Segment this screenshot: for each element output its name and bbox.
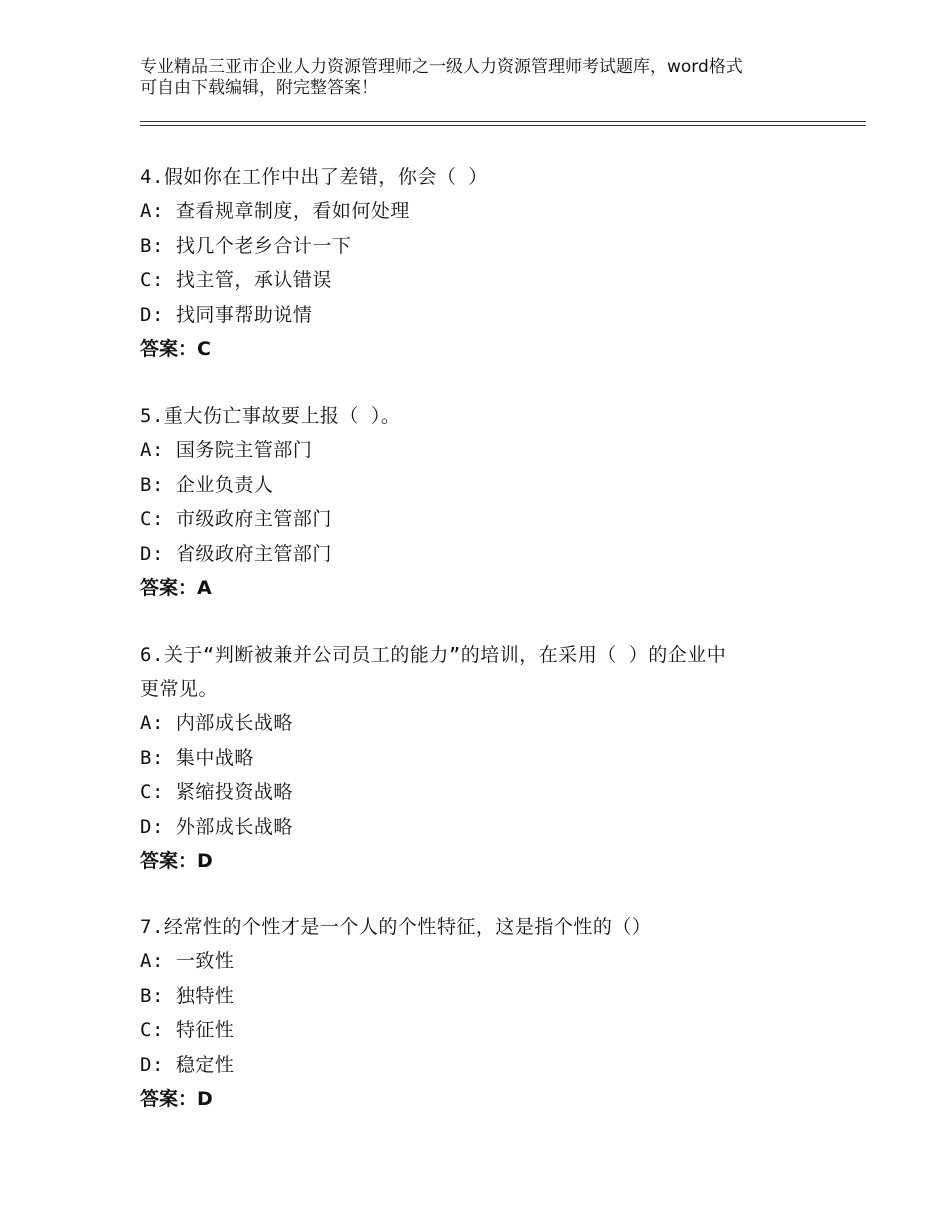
question-7	[140, 910, 820, 1116]
option-d	[140, 537, 820, 572]
option-b	[140, 229, 820, 264]
option-a	[140, 194, 820, 229]
option-a	[140, 944, 820, 979]
option-text: 内部成长战略	[175, 712, 293, 734]
option-key: A:	[140, 439, 164, 461]
option-b	[140, 741, 820, 776]
option-key: B:	[140, 984, 164, 1007]
option-b	[140, 979, 820, 1014]
option-text: 找同事帮助说情	[175, 303, 313, 326]
option-text: 省级政府主管部门	[175, 542, 332, 565]
header-divider-bottom	[140, 125, 866, 126]
question-stem: 4.假如你在工作中出了差错，你会（ ）	[140, 166, 488, 188]
answer-line: 答案：C	[140, 338, 211, 360]
question-6	[140, 638, 820, 878]
option-key: D:	[140, 815, 164, 838]
option-key: B:	[140, 473, 164, 496]
option-text: 企业负责人	[175, 473, 274, 496]
option-c	[140, 1013, 820, 1048]
option-key: D:	[140, 542, 164, 565]
option-text: 找主管，承认错误	[175, 269, 332, 291]
option-key: A:	[140, 712, 164, 734]
option-text: 查看规章制度，看如何处理	[175, 200, 410, 222]
option-text: 稳定性	[175, 1053, 235, 1076]
option-a	[140, 433, 820, 468]
option-d	[140, 298, 820, 333]
option-key: B:	[140, 234, 164, 257]
question-5	[140, 399, 820, 605]
option-key: C:	[140, 1019, 164, 1041]
question-stem-line-2: 更常见。	[140, 678, 219, 700]
option-key: C:	[140, 781, 164, 803]
option-text: 外部成长战略	[175, 815, 293, 838]
option-text: 市级政府主管部门	[175, 508, 332, 530]
header-line-2: 可自由下载编辑，附完整答案！	[140, 78, 378, 98]
option-text: 一致性	[175, 950, 235, 972]
option-key: C:	[140, 269, 164, 291]
option-text: 集中战略	[175, 746, 254, 769]
option-c	[140, 263, 820, 298]
option-key: A:	[140, 200, 164, 222]
question-stem: 5.重大伤亡事故要上报（ ）。	[140, 405, 401, 427]
option-key: B:	[140, 746, 164, 769]
option-key: A:	[140, 950, 164, 972]
answer-line: 答案：D	[140, 1088, 213, 1110]
answer-line: 答案：A	[140, 577, 212, 599]
question-4	[140, 160, 820, 366]
option-key: D:	[140, 303, 164, 326]
option-text: 特征性	[175, 1019, 235, 1041]
option-c	[140, 502, 820, 537]
option-a	[140, 706, 820, 741]
answer-line: 答案：D	[140, 850, 213, 872]
option-b	[140, 468, 820, 503]
option-text: 紧缩投资战略	[175, 781, 293, 803]
header-divider-top	[140, 121, 866, 122]
option-text: 国务院主管部门	[175, 439, 313, 461]
option-c	[140, 775, 820, 810]
option-text: 独特性	[175, 984, 235, 1007]
option-d	[140, 1048, 820, 1083]
question-stem: 7.经常性的个性才是一个人的个性特征，这是指个性的（）	[140, 916, 652, 938]
option-text: 找几个老乡合计一下	[175, 234, 352, 257]
option-key: C:	[140, 508, 164, 530]
header-line-1: 专业精品三亚市企业人力资源管理师之一级人力资源管理师考试题库，word格式	[140, 57, 743, 77]
document-header	[140, 57, 820, 99]
option-key: D:	[140, 1053, 164, 1076]
question-stem-line-1: 6.关于“判断被兼并公司员工的能力”的培训，在采用（ ）的企业中	[140, 644, 727, 666]
option-d	[140, 810, 820, 845]
